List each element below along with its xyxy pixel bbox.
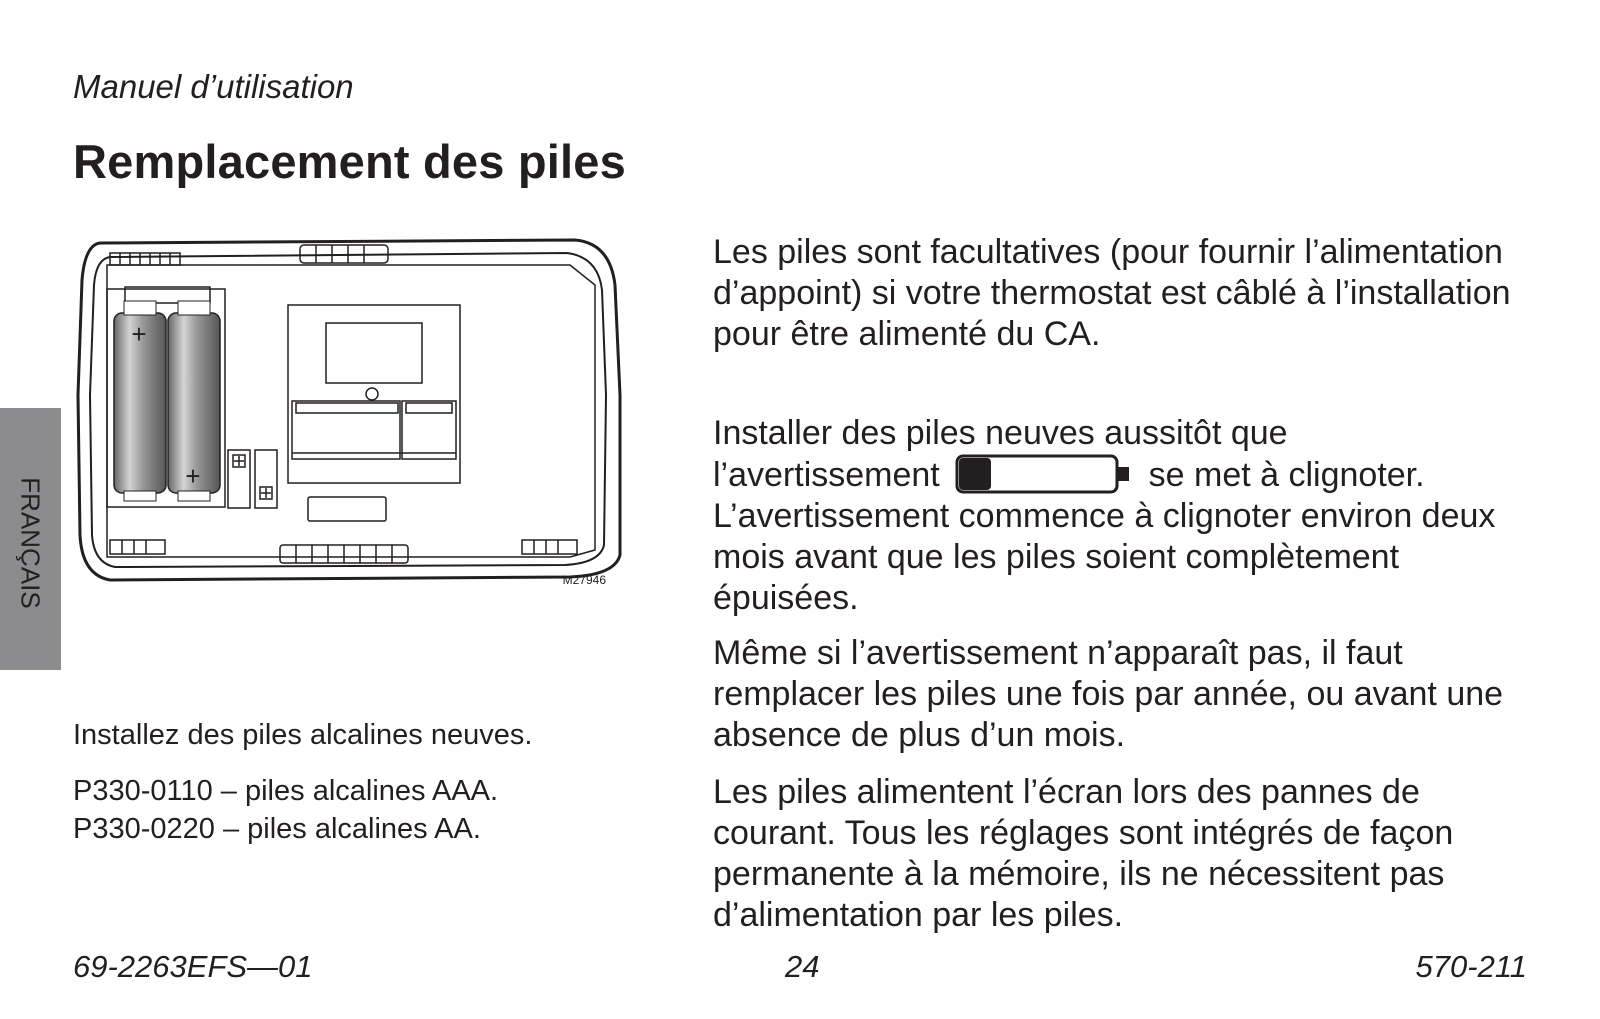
svg-text:+: + [185,461,201,491]
page-number: 24 [785,949,820,984]
low-battery-icon [955,454,1135,494]
paragraph-4 [713,772,1523,936]
manual-label: Manuel d’utilisation [73,68,354,105]
paragraph-1-text: Les piles sont facultatives (pour fournir l’alimentation d’appoint) si votre thermostat est câblé à l’installation pour être alimenté du CA. [713,233,1511,353]
paragraph-1 [713,232,1523,355]
part-number-aaa: P330-0110 – piles alcalines AAA. [73,775,499,807]
language-tab [0,408,61,670]
figure-id: M27946 [562,573,606,587]
svg-text:+: + [131,319,147,349]
aaa-holders [228,450,277,508]
thermostat-battery-diagram [70,235,640,605]
doc-number: 69-2263EFS—01 [73,949,313,984]
install-text: Installez des piles alcalines neuves. [73,719,533,751]
battery-right [168,301,220,501]
vents-bottom [110,540,577,563]
circuit-module [288,305,460,521]
paragraph-2-before: Installer des piles neuves aussitôt que l’avertissement [713,414,1288,494]
paragraph-3 [713,633,1523,756]
part-number-aa: P330-0220 – piles alcalines AA. [73,813,481,845]
paragraph-3-text: Même si l’avertissement n’apparaît pas, il faut remplacer les piles une fois par année, ou avant une absence de plus d’un mois. [713,634,1504,754]
page-title: Remplacement des piles [73,135,626,188]
battery-left [114,301,166,501]
model-number: 570-211 [1415,949,1527,984]
paragraph-2 [713,413,1523,619]
paragraph-4-text: Les piles alimentent l’écran lors des pannes de courant. Tous les réglages sont intégrés de façon permanente à la mémoire, ils ne nécessitent pas d’alimentation par les piles. [713,773,1454,934]
paragraph-2-after: se met à clignoter. L’avertissement commence à clignoter environ deux mois avant que les piles soient complètement épuisées. [713,456,1496,617]
language-tab-label: FRANÇAIS [15,477,46,609]
